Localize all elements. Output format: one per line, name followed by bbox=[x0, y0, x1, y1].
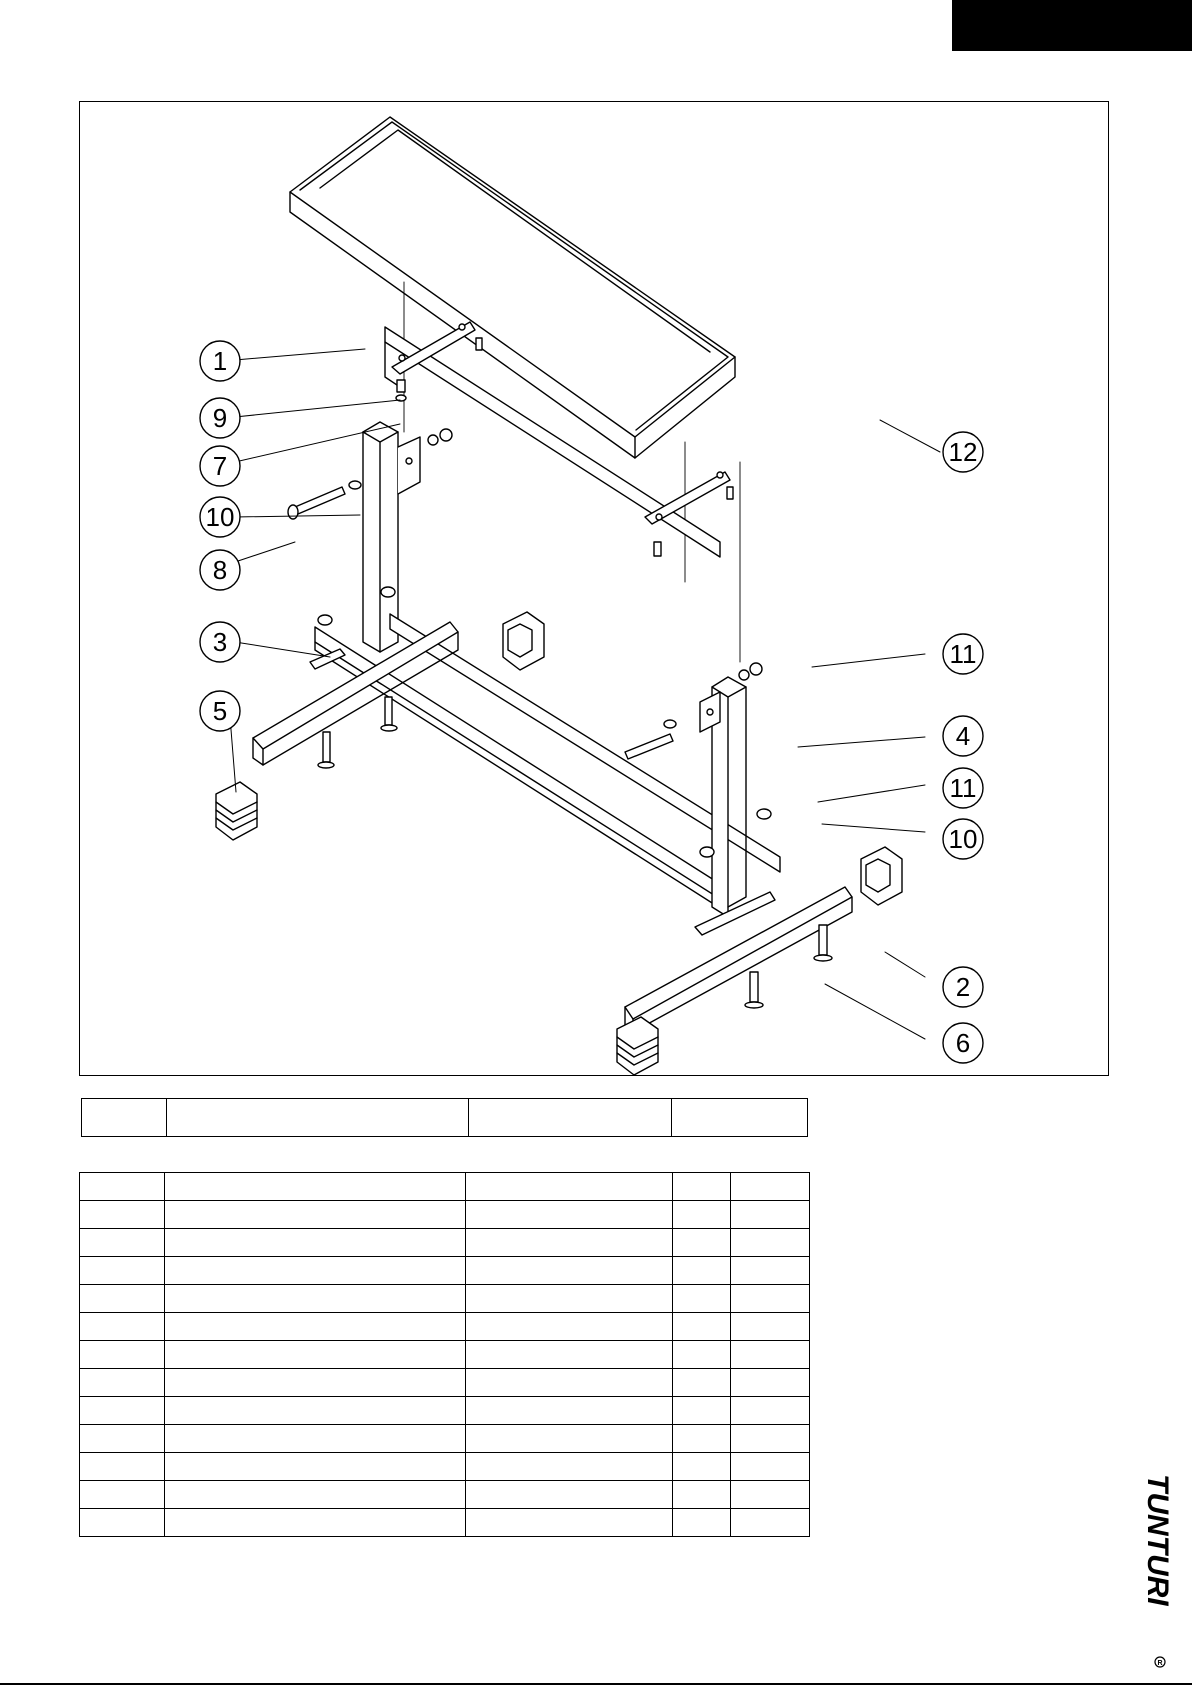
table-cell bbox=[673, 1425, 731, 1453]
table-cell bbox=[673, 1257, 731, 1285]
table-cell bbox=[731, 1257, 810, 1285]
callout-label: 11 bbox=[949, 773, 977, 803]
corner-tab bbox=[952, 0, 1192, 51]
table-cell bbox=[80, 1173, 165, 1201]
table-cell bbox=[80, 1257, 165, 1285]
table-cell bbox=[466, 1509, 673, 1537]
table-cell bbox=[673, 1369, 731, 1397]
callout-2 bbox=[943, 967, 983, 1007]
table-cell bbox=[165, 1397, 466, 1425]
callout-label: 4 bbox=[955, 721, 971, 751]
table-cell bbox=[466, 1285, 673, 1313]
callout-11-b bbox=[943, 768, 983, 808]
table-cell bbox=[80, 1285, 165, 1313]
table-cell bbox=[469, 1099, 672, 1137]
end-cap bbox=[861, 847, 902, 905]
callout-4 bbox=[943, 716, 983, 756]
table-cell bbox=[731, 1369, 810, 1397]
table-cell bbox=[731, 1453, 810, 1481]
table-row bbox=[80, 1425, 810, 1453]
callout-label: 1 bbox=[212, 346, 228, 376]
callout-label: 10 bbox=[948, 824, 978, 854]
table-cell bbox=[165, 1509, 466, 1537]
table-cell bbox=[673, 1341, 731, 1369]
table-cell bbox=[466, 1397, 673, 1425]
table-cell bbox=[466, 1313, 673, 1341]
callout-label: 8 bbox=[212, 555, 228, 585]
tunturi-logo bbox=[1138, 1470, 1178, 1670]
table-cell bbox=[731, 1173, 810, 1201]
table-cell bbox=[165, 1201, 466, 1229]
callout-label: 9 bbox=[212, 403, 228, 433]
callout-label: 5 bbox=[212, 696, 228, 726]
table-row bbox=[80, 1201, 810, 1229]
parts-list-table bbox=[79, 1172, 810, 1537]
table-cell bbox=[673, 1481, 731, 1509]
callout-label: 3 bbox=[212, 627, 228, 657]
table-row bbox=[80, 1173, 810, 1201]
callout-label: 12 bbox=[948, 437, 978, 467]
table-cell bbox=[165, 1257, 466, 1285]
callout-label: 7 bbox=[212, 451, 228, 481]
table-cell bbox=[80, 1481, 165, 1509]
table-cell bbox=[80, 1369, 165, 1397]
table-row bbox=[80, 1229, 810, 1257]
end-caps bbox=[216, 612, 902, 1075]
callout-1 bbox=[200, 341, 240, 381]
table-cell bbox=[673, 1397, 731, 1425]
table-cell bbox=[731, 1285, 810, 1313]
table-cell bbox=[673, 1285, 731, 1313]
table-cell bbox=[673, 1201, 731, 1229]
parts-list-header-table bbox=[81, 1098, 808, 1137]
table-cell bbox=[80, 1201, 165, 1229]
table-cell bbox=[731, 1341, 810, 1369]
lower-crossbars bbox=[315, 614, 780, 908]
table-cell bbox=[673, 1313, 731, 1341]
table-cell bbox=[80, 1453, 165, 1481]
table-row bbox=[80, 1481, 810, 1509]
table-cell bbox=[165, 1173, 466, 1201]
table-cell bbox=[673, 1509, 731, 1537]
callout-label: 2 bbox=[955, 972, 971, 1002]
table-cell bbox=[466, 1341, 673, 1369]
callout-10-b bbox=[943, 819, 983, 859]
table-cell bbox=[731, 1481, 810, 1509]
table-cell bbox=[466, 1229, 673, 1257]
table-cell bbox=[731, 1425, 810, 1453]
callout-6 bbox=[943, 1023, 983, 1063]
table-cell bbox=[466, 1453, 673, 1481]
table-cell bbox=[80, 1425, 165, 1453]
table-cell bbox=[466, 1173, 673, 1201]
table-cell bbox=[165, 1229, 466, 1257]
table-cell bbox=[82, 1099, 167, 1137]
callout-11 bbox=[943, 634, 983, 674]
table-cell bbox=[731, 1397, 810, 1425]
table-cell bbox=[673, 1173, 731, 1201]
callout-label: 11 bbox=[949, 639, 977, 669]
exploded-assembly-drawing bbox=[79, 101, 1109, 1076]
table-cell bbox=[673, 1229, 731, 1257]
table-cell bbox=[731, 1229, 810, 1257]
table-cell bbox=[466, 1481, 673, 1509]
table-cell bbox=[167, 1099, 469, 1137]
table-cell bbox=[165, 1425, 466, 1453]
left-upright bbox=[363, 422, 452, 652]
table-cell bbox=[466, 1425, 673, 1453]
end-cap bbox=[617, 1017, 658, 1075]
table-cell bbox=[80, 1509, 165, 1537]
table-cell bbox=[466, 1369, 673, 1397]
callout-7 bbox=[200, 446, 240, 486]
table-row bbox=[80, 1313, 810, 1341]
table-cell bbox=[731, 1313, 810, 1341]
callout-9 bbox=[200, 398, 240, 438]
svg-text:R: R bbox=[1157, 1660, 1163, 1667]
table-cell bbox=[80, 1341, 165, 1369]
callout-label: 6 bbox=[955, 1028, 971, 1058]
end-cap bbox=[216, 782, 257, 840]
end-cap bbox=[503, 612, 544, 670]
table-cell bbox=[80, 1313, 165, 1341]
table-cell bbox=[673, 1453, 731, 1481]
table-cell bbox=[165, 1341, 466, 1369]
table-cell bbox=[80, 1397, 165, 1425]
table-cell bbox=[165, 1453, 466, 1481]
left-base-foot bbox=[253, 622, 458, 765]
table-cell bbox=[165, 1285, 466, 1313]
callout-label: 10 bbox=[205, 502, 235, 532]
table-cell bbox=[466, 1201, 673, 1229]
table-cell bbox=[731, 1509, 810, 1537]
callout-10 bbox=[200, 497, 240, 537]
table-row bbox=[82, 1099, 808, 1137]
side-bolt bbox=[288, 481, 361, 519]
table-row bbox=[80, 1509, 810, 1537]
callout-8 bbox=[200, 550, 240, 590]
table-cell bbox=[165, 1369, 466, 1397]
table-row bbox=[80, 1341, 810, 1369]
table-row bbox=[80, 1397, 810, 1425]
logo-wordmark: TUNTURI bbox=[1141, 1474, 1174, 1606]
callout-12 bbox=[943, 432, 983, 472]
callout-3 bbox=[200, 622, 240, 662]
table-cell bbox=[165, 1313, 466, 1341]
table-cell bbox=[672, 1099, 808, 1137]
table-cell bbox=[731, 1201, 810, 1229]
table-row bbox=[80, 1285, 810, 1313]
seat-cushion bbox=[290, 117, 735, 458]
table-cell bbox=[466, 1257, 673, 1285]
table-row bbox=[80, 1453, 810, 1481]
table-cell bbox=[165, 1481, 466, 1509]
callout-5 bbox=[200, 691, 240, 731]
table-row bbox=[80, 1369, 810, 1397]
table-cell bbox=[80, 1229, 165, 1257]
table-row bbox=[80, 1257, 810, 1285]
